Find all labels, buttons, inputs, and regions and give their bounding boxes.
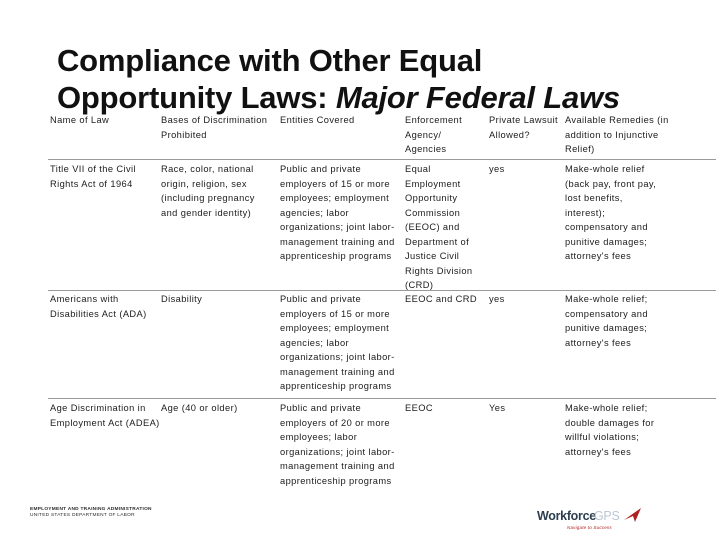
row-separator xyxy=(48,290,716,291)
header-agency: Enforcement Agency/ Agencies xyxy=(405,115,463,154)
row-3-bases: Age (40 or older) xyxy=(161,403,238,413)
row-separator xyxy=(48,398,716,399)
row-separator xyxy=(48,159,716,160)
row-3-agency: EEOC xyxy=(405,403,433,413)
header-bases: Bases of Discrimination Prohibited xyxy=(161,115,268,140)
row-1-entities: Public and private employers of 15 or more employees; employment agencies; labor organizations; joint labor-management training and apprenticeship programs xyxy=(280,164,395,261)
row-2-entities: Public and private employers of 15 or more employees; employment agencies; labor organizations; joint labor-management training and apprenticeship programs xyxy=(280,294,395,391)
row-3-lawsuit: Yes xyxy=(489,403,506,413)
row-1-lawsuit: yes xyxy=(489,164,505,174)
row-1-agency: Equal Employment Opportunity Commission (EEOC) and Department of Justice Civil Rights Division (CRD) xyxy=(405,164,473,290)
title-line-2-italic: Major Federal Laws xyxy=(335,80,620,115)
row-2-bases: Disability xyxy=(161,294,203,304)
logo-text-light: GPS xyxy=(594,509,620,523)
logo-tagline: Navigate to Success xyxy=(567,525,612,530)
row-2-remedies: Make-whole relief; compensatory and punitive damages; attorney's fees xyxy=(565,294,648,348)
agency-line-2: UNITED STATES DEPARTMENT OF LABOR xyxy=(30,513,135,518)
row-3-law: Age Discrimination in Employment Act (ADEA) xyxy=(50,403,160,428)
row-1-remedies: Make-whole relief (back pay, front pay, lost benefits, interest); compensatory and punitive damages; attorney's fees xyxy=(565,164,657,261)
header-entities: Entities Covered xyxy=(280,115,355,125)
header-lawsuit: Private Lawsuit Allowed? xyxy=(489,115,559,140)
logo-swoosh-icon xyxy=(623,506,645,524)
workforcegps-logo xyxy=(537,506,657,536)
row-1-bases: Race, color, national origin, religion, sex (including pregnancy and gender identity) xyxy=(161,164,255,218)
row-3-remedies: Make-whole relief; double damages for willful violations; attorney's fees xyxy=(565,403,655,457)
page-title xyxy=(57,42,697,116)
row-2-agency: EEOC and CRD xyxy=(405,294,477,304)
row-3-entities: Public and private employers of 20 or more employees; labor organizations; joint labor-management training and apprenticeship programs xyxy=(280,403,395,486)
header-name-of-law: Name of Law xyxy=(50,115,110,125)
title-line-2: Opportunity Laws: xyxy=(57,80,336,115)
logo-text-bold: Workforce xyxy=(537,509,596,523)
header-remedies: Available Remedies (in addition to Injunctive Relief) xyxy=(565,115,669,154)
dol-eta-wordmark xyxy=(30,507,230,519)
agency-line-1: EMPLOYMENT AND TRAINING ADMINISTRATION xyxy=(30,507,152,512)
row-2-law: Americans with Disabilities Act (ADA) xyxy=(50,294,147,319)
row-1-law: Title VII of the Civil Rights Act of 1964 xyxy=(50,164,136,189)
row-2-lawsuit: yes xyxy=(489,294,505,304)
title-line-1: Compliance with Other Equal xyxy=(57,43,483,78)
